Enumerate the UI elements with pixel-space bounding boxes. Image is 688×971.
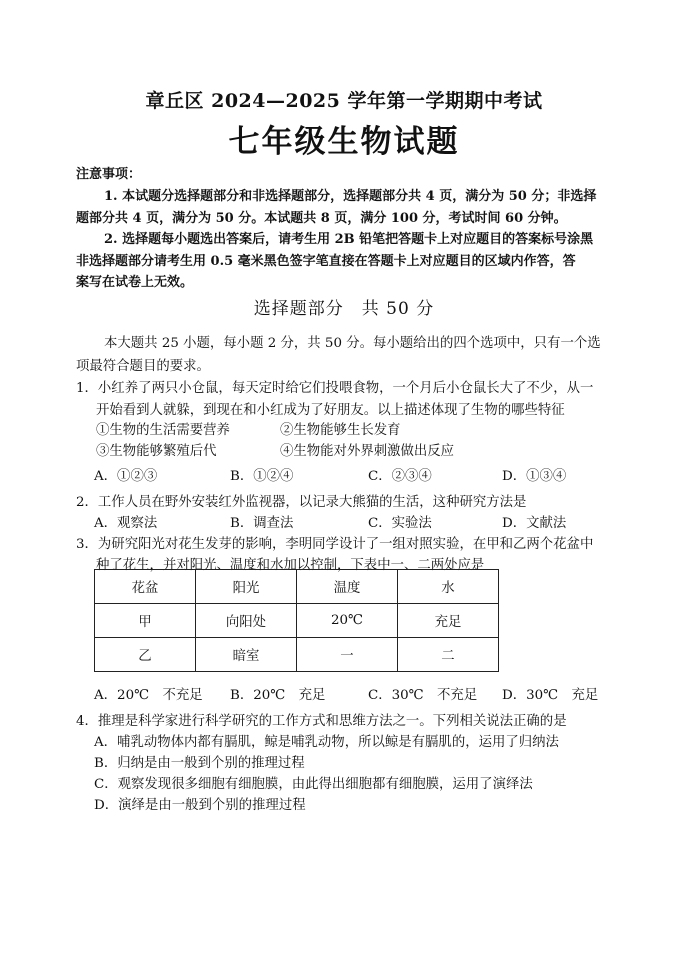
table-header-cell: 阳光	[196, 570, 297, 604]
section-intro-line-1: 本大题共 25 小题，每小题 2 分，共 50 分。每小题给出的四个选项中，只有一个选	[104, 336, 601, 351]
notice-item-2-line-2: 非选择题部分请考生用 0.5 毫米黑色签字笔直接在答题卡上对应题目的区域内作答，答	[76, 254, 576, 269]
question-2-stem: 2．工作人员在野外安装红外监视器，以记录大熊猫的生活，这种研究方法是	[76, 495, 527, 510]
table-cell: 二	[398, 638, 499, 672]
exam-subject-title: 七年级生物试题	[228, 124, 460, 160]
question-1-statement-3: ③生物能够繁殖后代	[96, 444, 217, 459]
question-3-stem-line-2: 种了花生，并对阳光、温度和水加以控制，下表中一、二两处应是	[96, 558, 485, 573]
table-cell: 充足	[398, 604, 499, 638]
question-4-option-b[interactable]: B．归纳是由一般到个别的推理过程	[94, 756, 305, 771]
question-1-option-a[interactable]: A．①②③	[94, 469, 158, 484]
table-cell: 向阳处	[196, 604, 297, 638]
question-3-stem-line-1: 3．为研究阳光对花生发芽的影响，李明同学设计了一组对照实验，在甲和乙两个花盆中	[76, 537, 594, 552]
notice-item-1-line-1: 1. 本试题分选择题部分和非选择题部分，选择题部分共 4 页，满分为 50 分；非选择	[104, 189, 597, 204]
question-3-option-a[interactable]: A．20℃ 不充足	[94, 688, 203, 703]
question-4-option-d[interactable]: D．演绎是由一般到个别的推理过程	[94, 798, 306, 813]
experiment-table	[94, 569, 499, 672]
notice-item-1-line-2: 题部分共 4 页，满分为 50 分。本试题共 8 页，满分 100 分，考试时间 60 分钟。	[76, 211, 567, 226]
question-1-option-c[interactable]: C．②③④	[368, 469, 432, 484]
question-1-statement-1: ①生物的生活需要营养	[96, 423, 230, 438]
exam-header-title: 章丘区 2024—2025 学年第一学期期中考试	[145, 90, 543, 112]
section-title: 选择题部分 共 50 分	[253, 299, 435, 319]
question-1-option-b[interactable]: B．①②④	[230, 469, 294, 484]
question-1-statement-4: ④生物能对外界刺激做出反应	[280, 444, 455, 459]
question-1-option-d[interactable]: D．①③④	[502, 469, 567, 484]
table-cell: 甲	[95, 604, 196, 638]
table-row	[95, 638, 499, 672]
question-2-option-c[interactable]: C．实验法	[368, 516, 432, 531]
table-row	[95, 604, 499, 638]
question-3-option-c[interactable]: C．30℃ 不充足	[368, 688, 478, 703]
section-intro-line-2: 项最符合题目的要求。	[76, 359, 210, 374]
table-header-cell: 温度	[297, 570, 398, 604]
table-cell: 20℃	[297, 604, 398, 638]
question-4-option-a[interactable]: A．哺乳动物体内都有膈肌，鲸是哺乳动物，所以鲸是有膈肌的，运用了归纳法	[94, 735, 559, 750]
table-header-cell: 水	[398, 570, 499, 604]
notice-title: 注意事项：	[76, 167, 142, 182]
table-cell: 暗室	[196, 638, 297, 672]
table-header-cell: 花盆	[95, 570, 196, 604]
question-2-option-d[interactable]: D．文献法	[502, 516, 567, 531]
table-header-row	[95, 570, 499, 604]
question-1-statement-2: ②生物能够生长发育	[280, 423, 401, 438]
question-1-stem-line-2: 开始看到人就躲，到现在和小红成为了好朋友。以上描述体现了生物的哪些特征	[96, 403, 565, 418]
table-cell: 一	[297, 638, 398, 672]
notice-item-2-line-1: 2. 选择题每小题选出答案后，请考生用 2B 铅笔把答题卡上对应题目的答案标号涂黑	[104, 232, 594, 247]
notice-item-2-line-3: 案写在试卷上无效。	[76, 275, 194, 290]
question-2-option-b[interactable]: B．调查法	[230, 516, 294, 531]
question-1-stem-line-1: 1．小红养了两只小仓鼠，每天定时给它们投喂食物，一个月后小仓鼠长大了不少，从一	[76, 381, 594, 396]
question-2-option-a[interactable]: A．观察法	[94, 516, 158, 531]
question-4-stem: 4．推理是科学家进行科学研究的工作方式和思维方法之一。下列相关说法正确的是	[76, 714, 567, 729]
question-4-option-c[interactable]: C．观察发现很多细胞有细胞膜，由此得出细胞都有细胞膜，运用了演绎法	[94, 777, 533, 792]
table-cell: 乙	[95, 638, 196, 672]
question-3-option-d[interactable]: D．30℃ 充足	[502, 688, 599, 703]
question-3-option-b[interactable]: B．20℃ 充足	[230, 688, 326, 703]
